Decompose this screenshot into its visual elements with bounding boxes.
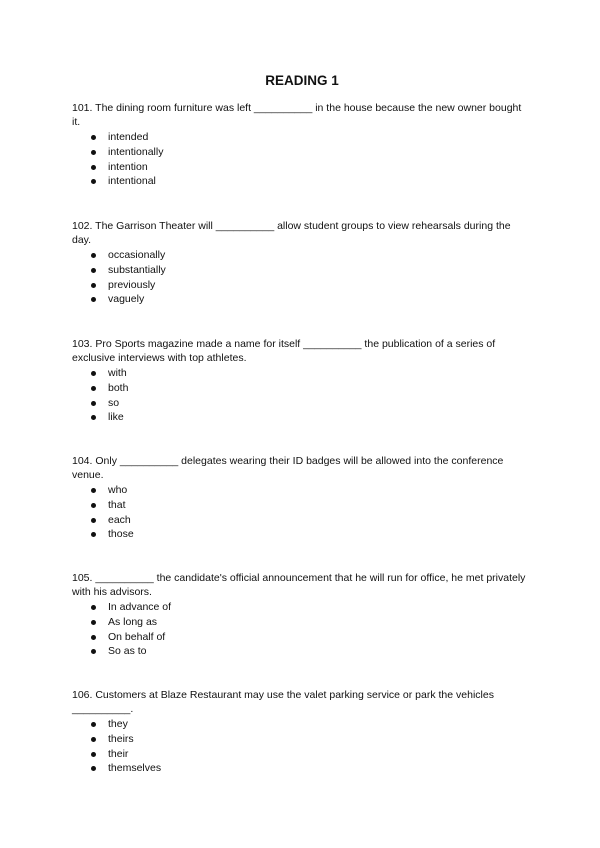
bullet-icon	[91, 635, 96, 640]
option-text: with	[108, 367, 127, 379]
option-text: those	[108, 528, 134, 541]
option-list	[72, 483, 532, 542]
bullet-icon	[91, 518, 96, 523]
question-stem: 101. The dining room furniture was left __________ in the house because the new owner bought it.	[72, 102, 522, 128]
option-list	[72, 600, 532, 659]
bullet-icon	[91, 179, 96, 184]
question-stem: 104. Only __________ delegates wearing their ID badges will be allowed into the conference venue.	[72, 455, 504, 481]
bullet-icon	[91, 532, 96, 537]
question-103	[72, 337, 532, 425]
option-item	[72, 130, 532, 145]
bullet-icon	[91, 766, 96, 771]
question-stem: 106. Customers at Blaze Restaurant may use the valet parking service or park the vehicles __________.	[72, 689, 494, 715]
option-item	[72, 263, 532, 278]
option-item	[72, 732, 532, 747]
option-item	[72, 248, 532, 263]
bullet-icon	[91, 371, 96, 376]
option-text: so	[108, 396, 120, 409]
bullet-icon	[91, 297, 96, 302]
bullet-icon	[91, 401, 96, 406]
bullet-icon	[91, 165, 96, 170]
option-item	[72, 498, 532, 513]
option-text: themselves	[108, 762, 162, 775]
option-text: On behalf of	[108, 630, 166, 643]
option-text: So as to	[108, 645, 147, 658]
option-text: like	[108, 411, 124, 424]
option-item	[72, 292, 532, 307]
bullet-icon	[91, 605, 96, 610]
option-item	[72, 381, 532, 396]
option-text: that	[108, 498, 126, 511]
option-text: vaguely	[108, 293, 145, 306]
option-item	[72, 145, 532, 160]
question-105	[72, 571, 532, 659]
bullet-icon	[91, 135, 96, 140]
option-item	[72, 644, 532, 659]
option-list	[72, 130, 532, 189]
option-text: substantially	[108, 263, 166, 276]
option-text: their	[108, 747, 129, 760]
option-item	[72, 366, 532, 381]
bullet-icon	[91, 649, 96, 654]
option-item	[72, 513, 532, 528]
option-item	[72, 615, 532, 630]
option-item	[72, 761, 532, 776]
bullet-icon	[91, 415, 96, 420]
option-list	[72, 717, 532, 776]
option-text: occasionally	[108, 249, 166, 261]
option-text: they	[108, 718, 128, 730]
option-item	[72, 396, 532, 411]
option-item	[72, 717, 532, 732]
question-101	[72, 101, 532, 189]
question-stem: 103. Pro Sports magazine made a name for itself __________ the publication of a series of exclusive interviews with top athletes.	[72, 338, 496, 364]
bullet-icon	[91, 268, 96, 273]
option-text: intended	[108, 131, 149, 143]
option-list	[72, 248, 532, 307]
question-stem: 105. __________ the candidate's official announcement that he will run for office, he met privately with his advisors.	[72, 572, 526, 598]
question-104	[72, 454, 532, 542]
option-item	[72, 160, 532, 175]
bullet-icon	[91, 620, 96, 625]
option-item	[72, 527, 532, 542]
bullet-icon	[91, 253, 96, 258]
option-text: each	[108, 513, 131, 526]
option-item	[72, 278, 532, 293]
option-item	[72, 174, 532, 189]
option-text: theirs	[108, 732, 134, 745]
question-102	[72, 219, 532, 307]
bullet-icon	[91, 283, 96, 288]
option-list	[72, 366, 532, 425]
bullet-icon	[91, 737, 96, 742]
bullet-icon	[91, 503, 96, 508]
option-item	[72, 600, 532, 615]
option-text: intention	[108, 160, 148, 173]
option-item	[72, 483, 532, 498]
option-text: who	[108, 484, 128, 496]
option-text: intentional	[108, 175, 156, 188]
question-stem: 102. The Garrison Theater will __________ allow student groups to view rehearsals during the day.	[72, 220, 511, 246]
option-text: As long as	[108, 615, 158, 628]
bullet-icon	[91, 722, 96, 727]
bullet-icon	[91, 488, 96, 493]
bullet-icon	[91, 386, 96, 391]
option-text: previously	[108, 278, 156, 291]
document-page	[72, 0, 532, 848]
option-item	[72, 410, 532, 425]
option-item	[72, 747, 532, 762]
bullet-icon	[91, 150, 96, 155]
bullet-icon	[91, 752, 96, 757]
option-item	[72, 630, 532, 645]
option-text: both	[108, 381, 129, 394]
option-text: intentionally	[108, 145, 164, 158]
page-title: READING 1	[265, 73, 339, 88]
option-text: In advance of	[108, 601, 172, 613]
question-106	[72, 688, 532, 776]
